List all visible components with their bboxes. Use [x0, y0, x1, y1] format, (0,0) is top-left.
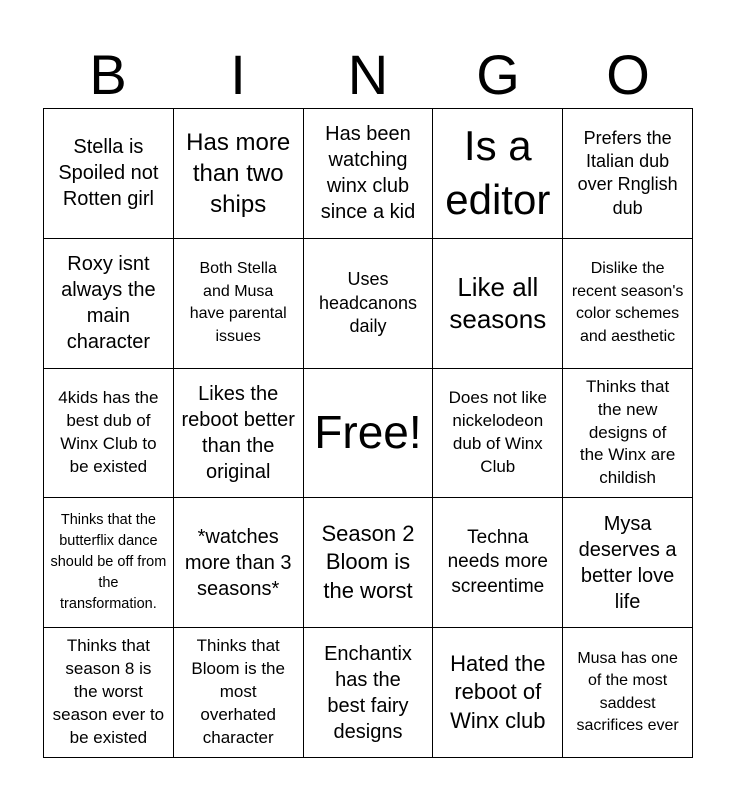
- cell-text: 4kids has the best dub of Winx Club to be existed: [58, 388, 159, 476]
- bingo-cell[interactable]: [563, 239, 693, 369]
- cell-text: Is a editor: [445, 121, 551, 224]
- header-letter-i: I: [230, 43, 246, 106]
- header-letter-n: N: [347, 43, 389, 106]
- bingo-cell[interactable]: [433, 239, 563, 369]
- bingo-cell[interactable]: [433, 109, 563, 239]
- bingo-cell[interactable]: [44, 109, 174, 239]
- cell-text: Thinks that Bloom is the most overhated character: [191, 636, 285, 747]
- cell-text: Thinks that season 8 is the worst season ever to be existed: [52, 636, 165, 747]
- bingo-cell[interactable]: [433, 369, 563, 499]
- bingo-cell[interactable]: [563, 109, 693, 239]
- cell-text: Roxy isnt always the main character: [61, 253, 156, 354]
- bingo-cell[interactable]: [304, 369, 434, 499]
- cell-text: Stella is Spoiled not Rotten girl: [58, 136, 159, 211]
- cell-text: Does not like nickelodeon dub of Winx Club: [448, 388, 547, 476]
- cell-text: Mysa deserves a better love life: [578, 512, 677, 613]
- free-space: Free!: [314, 406, 422, 459]
- header-letter-o: O: [606, 43, 650, 106]
- bingo-cell[interactable]: [563, 628, 693, 758]
- header-letter-b: B: [89, 43, 127, 106]
- bingo-cell[interactable]: [174, 498, 304, 628]
- cell-text: Thinks that the new designs of the Winx are childish: [579, 376, 676, 488]
- cell-text: Has been watching winx club since a kid: [320, 123, 416, 224]
- cell-text: Likes the reboot better than the original: [181, 382, 295, 483]
- bingo-cell[interactable]: [44, 239, 174, 369]
- bingo-cell[interactable]: [304, 498, 434, 628]
- cell-text: Musa has one of the most saddest sacrifices ever: [576, 649, 679, 734]
- cell-text: Dislike the recent season's color schemes and aesthetic: [571, 260, 684, 345]
- cell-text: Hated the reboot of Winx club: [450, 650, 546, 733]
- bingo-cell[interactable]: [174, 239, 304, 369]
- cell-text: *watches more than 3 seasons*: [184, 525, 292, 600]
- bingo-cell[interactable]: [563, 369, 693, 499]
- cell-text: Has more than two ships: [186, 128, 291, 218]
- bingo-cell[interactable]: [44, 498, 174, 628]
- bingo-cell[interactable]: [44, 628, 174, 758]
- cell-text: Season 2 Bloom is the worst: [321, 520, 415, 604]
- cell-text: Techna needs more screentime: [447, 526, 548, 598]
- bingo-cell[interactable]: [304, 109, 434, 239]
- bingo-cell[interactable]: [174, 109, 304, 239]
- bingo-cell[interactable]: [304, 239, 434, 369]
- cell-text: Enchantix has the best fairy designs: [324, 642, 412, 743]
- cell-text: Uses headcanons daily: [318, 269, 418, 336]
- bingo-cell[interactable]: [174, 369, 304, 499]
- bingo-cell[interactable]: [563, 498, 693, 628]
- bingo-cell[interactable]: [433, 628, 563, 758]
- bingo-cell[interactable]: [44, 369, 174, 499]
- header-letter-g: G: [476, 43, 520, 106]
- cell-text: Like all seasons: [449, 271, 547, 335]
- bingo-cell[interactable]: [174, 628, 304, 758]
- bingo-cell[interactable]: [304, 628, 434, 758]
- bingo-header: [43, 42, 693, 108]
- bingo-grid: [43, 108, 693, 758]
- cell-text: Prefers the Italian dub over Rnglish dub: [577, 127, 678, 218]
- cell-text: Both Stella and Musa have parental issues: [189, 260, 287, 345]
- bingo-cell[interactable]: [433, 498, 563, 628]
- cell-text: Thinks that the butterflix dance should be off from the transformation.: [50, 512, 167, 613]
